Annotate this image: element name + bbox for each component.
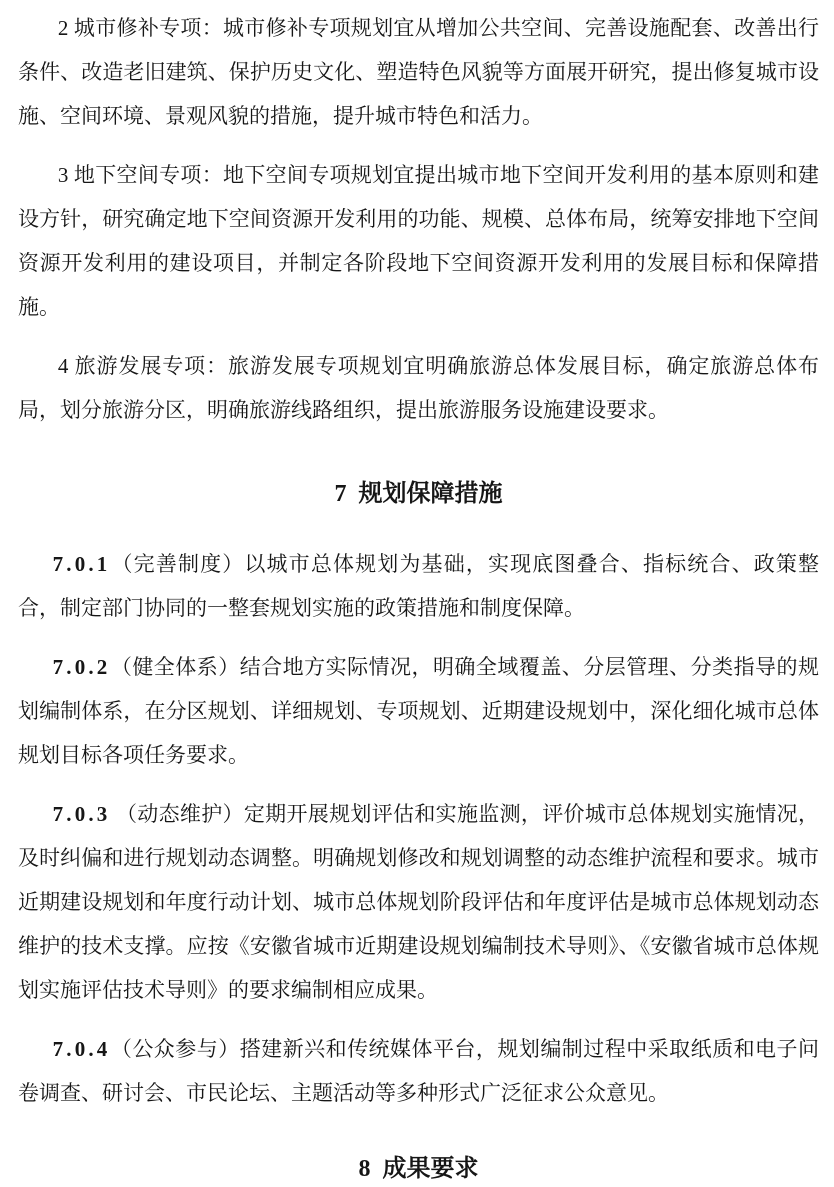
paragraph-city-repair-special: 2 城市修补专项：城市修补专项规划宜从增加公共空间、完善设施配套、改善出行条件、改造老旧建筑、保护历史文化、塑造特色风貌等方面展开研究，提出修复城市设施、空间环境、景观风貌的措施，提升城市特色和活力。 xyxy=(18,16,819,128)
clause-7-0-1-number: 7.0.1 xyxy=(52,552,111,576)
clause-7-0-4-number: 7.0.4 xyxy=(52,1037,111,1061)
clause-7-0-2-number: 7.0.2 xyxy=(52,655,111,679)
section-8-heading: 8 成果要求 xyxy=(358,1156,479,1182)
clause-7-0-2-text: （健全体系）结合地方实际情况，明确全域覆盖、分层管理、分类指导的规划编制体系，在分区规划、详细规划、专项规划、近期建设规划中，深化细化城市总体规划目标各项任务要求。 xyxy=(18,655,819,767)
clause-7-0-4-text: （公众参与）搭建新兴和传统媒体平台，规划编制过程中采取纸质和电子问卷调查、研讨会、市民论坛、主题活动等多种形式广泛征求公众意见。 xyxy=(18,1037,819,1105)
clause-7-0-3-number: 7.0.3 xyxy=(52,802,111,826)
clause-7-0-1-text: （完善制度）以城市总体规划为基础，实现底图叠合、指标统合、政策整合，制定部门协同的一整套规划实施的政策措施和制度保障。 xyxy=(18,552,819,620)
clause-7-0-2 xyxy=(18,645,819,777)
section-7-heading: 7 规划保障措施 xyxy=(334,481,503,507)
clause-7-0-4 xyxy=(18,1027,819,1115)
clause-7-0-3 xyxy=(18,792,819,1012)
clause-7-0-1 xyxy=(18,542,819,630)
paragraph-tourism-special: 4 旅游发展专项：旅游发展专项规划宜明确旅游总体发展目标，确定旅游总体布局，划分旅游分区，明确旅游线路组织，提出旅游服务设施建设要求。 xyxy=(18,354,819,422)
clause-7-0-3-text: （动态维护）定期开展规划评估和实施监测，评价城市总体规划实施情况，及时纠偏和进行规划动态调整。明确规划修改和规划调整的动态维护流程和要求。城市近期建设规划和年度行动计划、城市总体规划阶段评估和年度评估是城市总体规划动态维护的技术支撑。应按《安徽省城市近期建设规划编制技术导则》、《安徽省城市总体规划实施评估技术导则》的要求编制相应成果。 xyxy=(18,802,819,1002)
paragraph-underground-space-special: 3 地下空间专项：地下空间专项规划宜提出城市地下空间开发利用的基本原则和建设方针，研究确定地下空间资源开发利用的功能、规模、总体布局，统筹安排地下空间资源开发利用的建设项目，并制定各阶段地下空间资源开发利用的发展目标和保障措施。 xyxy=(18,163,819,319)
